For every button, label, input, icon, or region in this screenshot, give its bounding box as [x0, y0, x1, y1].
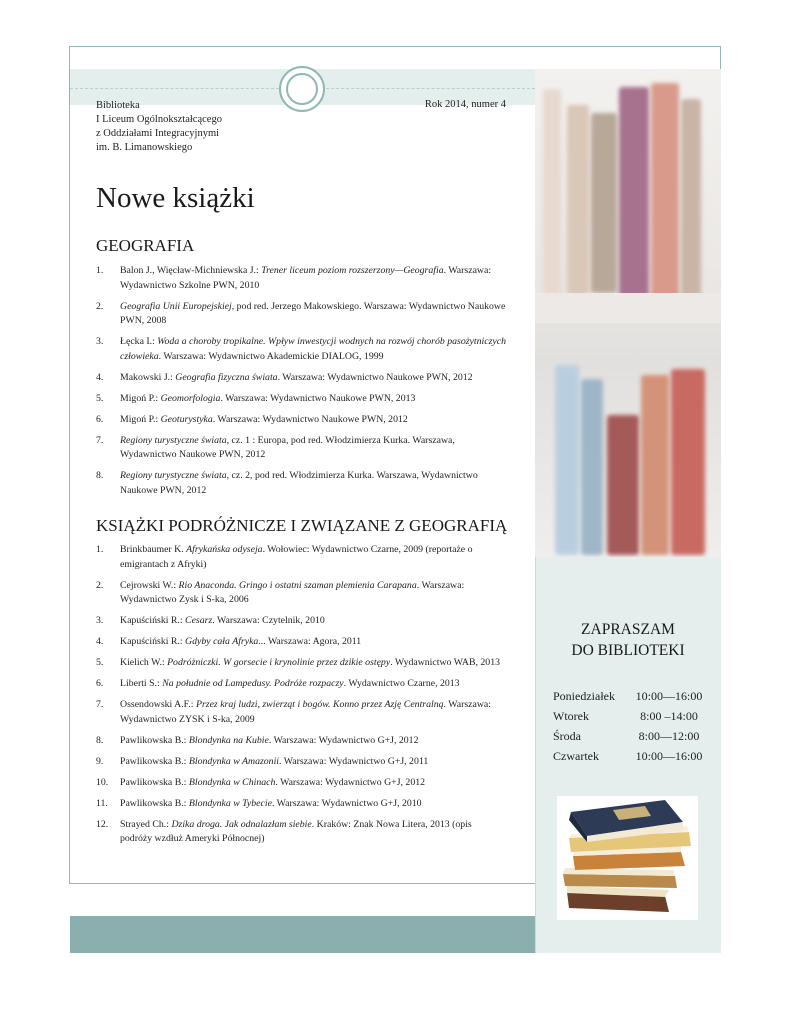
entry-title: Blondynka na Kubie — [188, 734, 269, 746]
book-entry — [96, 776, 506, 791]
entry-author: Łęcka I.: — [120, 336, 158, 347]
hours-row — [553, 746, 705, 766]
entry-author: Migoń P.: — [120, 392, 161, 404]
book-entry — [96, 300, 506, 329]
entry-author: Pawlikowska B.: — [120, 776, 189, 788]
book-list-travel — [96, 543, 506, 853]
library-name-line: z Oddziałami Integracyjnymi — [96, 128, 220, 139]
entry-title: Na południe od Lampedusy. Podróże rozpaczy — [162, 678, 344, 689]
entry-author: Kapuściński R.: — [120, 636, 186, 647]
entry-number: 12. — [96, 818, 109, 830]
entry-publication: . Kraków: Znak Nowa Litera, 2013 (opis podróży wzdłuż Ameryki Północnej) — [120, 818, 472, 844]
entry-publication: . Warszawa: Wydawnictwo G+J, 2011 — [279, 755, 429, 767]
entry-number: 5. — [96, 657, 104, 668]
entry-title: Regiony turystyczne świata — [120, 470, 227, 481]
entry-title: Dzika droga. Jak odnalazłam siebie — [171, 818, 312, 830]
entry-publication: . Warszawa: Wydawnictwo ZYSK i S-ka, 2009 — [120, 699, 491, 725]
entry-author: Kielich W.: — [120, 657, 168, 668]
entry-author: Liberti S.: — [120, 678, 163, 689]
entry-number: 7. — [96, 434, 104, 446]
entry-title: Geomorfologia — [160, 392, 221, 404]
hours-time: 8:00—12:00 — [638, 729, 700, 743]
entry-author: Balon J., Więcław-Michniewska J.: — [120, 265, 262, 276]
entry-author: Kapuściński R.: — [120, 615, 186, 626]
entry-number: 3. — [96, 615, 104, 626]
entry-number: 3. — [96, 336, 104, 347]
entry-publication: . Warszawa: Wydawnictwo Akademickie DIALOG, 1999 — [158, 350, 384, 362]
entry-publication: . Wydawnictwo Czarne, 2013 — [343, 678, 460, 689]
entry-publication: . Warszawa: Wydawnictwo Zysk i S-ka, 2006 — [120, 579, 465, 605]
entry-title: Blondynka w Tybecie — [188, 797, 272, 809]
book-entry — [96, 677, 506, 692]
entry-author: Pawlikowska B.: — [120, 734, 189, 746]
entry-number: 4. — [96, 636, 104, 647]
entry-publication: . Warszawa: Wydawnictwo G+J, 2012 — [275, 776, 426, 788]
entry-title: Regiony turystyczne świata — [120, 434, 227, 446]
invitation-heading — [535, 619, 721, 661]
book-stack-photo — [557, 796, 698, 920]
entry-publication: , cz. 2, pod red. Włodzimierza Kurka. Warszawa, Wydawnictwo Naukowe PWN, 2012 — [120, 470, 478, 496]
entry-publication: . Warszawa: Wydawnictwo Szkolne PWN, 2010 — [120, 265, 492, 291]
entry-number: 6. — [96, 678, 104, 689]
hours-time: 10:00—16:00 — [635, 749, 703, 763]
hours-row — [553, 726, 705, 746]
entry-author: Makowski J.: — [120, 371, 176, 383]
book-entry — [96, 797, 506, 812]
book-entry — [96, 656, 506, 671]
entry-title: Rio Anaconda. Gringo i ostatni szaman plemienia Carapana — [178, 579, 417, 591]
book-entry — [96, 371, 506, 386]
entry-author: Strayed Ch.: — [120, 818, 172, 830]
opening-hours — [553, 686, 705, 766]
entry-number: 2. — [96, 579, 104, 591]
entry-title: Gdyby cała Afryka — [185, 636, 259, 647]
book-entry — [96, 434, 506, 463]
hours-time: 10:00—16:00 — [635, 689, 703, 703]
book-entry — [96, 818, 506, 847]
hours-day: Wtorek — [553, 709, 589, 723]
entry-number: 6. — [96, 413, 104, 425]
entry-number: 4. — [96, 371, 104, 383]
entry-publication: . Warszawa: Wydawnictwo Naukowe PWN, 2013 — [220, 392, 416, 404]
entry-title: Afrykańska odyseja — [186, 544, 263, 555]
entry-title: Trener liceum poziom rozszerzony—Geografia — [261, 265, 444, 276]
entry-publication: . Warszawa: Wydawnictwo G+J, 2010 — [271, 797, 422, 809]
entry-publication: , pod red. Jerzego Makowskiego. Warszawa: Wydawnictwo Naukowe PWN, 2008 — [120, 300, 506, 326]
entry-number: 10. — [96, 776, 109, 788]
entry-author: Pawlikowska B.: — [120, 797, 189, 809]
invitation-line: DO BIBLIOTEKI — [571, 642, 685, 659]
book-entry — [96, 543, 506, 572]
book-entry — [96, 755, 506, 770]
entry-author: Ossendowski A.F.: — [120, 699, 196, 710]
entry-number: 8. — [96, 734, 104, 746]
entry-publication: , cz. 1 : Europa, pod red. Włodzimierza Kurka. Warszawa, Wydawnictwo Naukowe PWN, 2012 — [120, 434, 455, 460]
entry-publication: . Wydawnictwo WAB, 2013 — [390, 657, 500, 668]
entry-publication: . Warszawa: Wydawnictwo Naukowe PWN, 2012 — [212, 413, 408, 425]
circle-ornament-icon — [279, 66, 325, 112]
book-entry — [96, 335, 506, 364]
hours-row — [553, 686, 705, 706]
entry-publication: ... Warszawa: Agora, 2011 — [258, 636, 362, 647]
entry-title: Woda a choroby tropikalne. Wpływ inwestycji wodnych na rozwój chorób pasożytniczych człowieka — [120, 336, 507, 362]
entry-author: Migoń P.: — [120, 413, 161, 425]
hours-row — [553, 706, 705, 726]
entry-title: Geoturystyka — [160, 413, 213, 425]
library-name-line: I Liceum Ogólnokształcącego — [96, 114, 222, 125]
entry-publication: . Wołowiec: Wydawnictwo Czarne, 2009 (reportaże o emigrantach z Afryki) — [120, 544, 473, 570]
entry-number: 8. — [96, 470, 104, 481]
entry-number: 2. — [96, 300, 104, 312]
book-entry — [96, 413, 506, 428]
entry-number: 11. — [96, 797, 108, 809]
book-entry — [96, 614, 506, 629]
entry-title: Geografia Unii Europejskiej — [120, 300, 232, 312]
book-entry — [96, 579, 506, 608]
book-entry — [96, 698, 506, 727]
library-name — [96, 99, 222, 155]
entry-author: Cejrowski W.: — [120, 579, 179, 591]
entry-author: Brinkbaumer K. — [120, 544, 187, 555]
footer-band — [70, 916, 535, 953]
hours-time: 8:00 –14:00 — [640, 709, 698, 723]
entry-number: 5. — [96, 392, 104, 404]
entry-publication: . Warszawa: Czytelnik, 2010 — [212, 615, 325, 626]
entry-title: Przez kraj ludzi, zwierząt i bogów. Konno przez Azję Centralną — [195, 699, 444, 710]
hours-day: Poniedziałek — [553, 689, 615, 703]
entry-number: 7. — [96, 699, 104, 710]
entry-title: Blondynka w Amazonii — [188, 755, 280, 767]
issue-label: Rok 2014, numer 4 — [424, 99, 506, 110]
entry-title: Cesarz — [185, 615, 213, 626]
hours-day: Czwartek — [553, 749, 599, 763]
section-heading-geografia: GEOGRAFIA — [96, 236, 195, 255]
bookshelf-photo — [535, 69, 721, 557]
entry-title: Geografia fizyczna świata — [175, 371, 278, 383]
library-name-line: Biblioteka — [96, 100, 140, 111]
entry-author: Pawlikowska B.: — [120, 755, 189, 767]
entry-title: Blondynka w Chinach — [188, 776, 276, 788]
book-entry — [96, 264, 506, 293]
library-name-line: im. B. Limanowskiego — [96, 142, 193, 153]
page-title: Nowe książki — [96, 182, 255, 214]
book-list-geografia — [96, 264, 506, 505]
section-heading-travel: KSIĄŻKI PODRÓŻNICZE I ZWIĄZANE Z GEOGRAFIĄ — [96, 516, 508, 535]
entry-publication: . Warszawa: Wydawnictwo Naukowe PWN, 2012 — [277, 371, 473, 383]
book-entry — [96, 635, 506, 650]
book-entry — [96, 734, 506, 749]
book-entry — [96, 469, 506, 498]
entry-number: 9. — [96, 755, 104, 767]
entry-publication: . Warszawa: Wydawnictwo G+J, 2012 — [268, 734, 419, 746]
book-entry — [96, 392, 506, 407]
entry-title: Podróżniczki. W gorsecie i krynolinie przez dzikie ostępy — [167, 657, 391, 668]
invitation-line: ZAPRASZAM — [581, 621, 675, 638]
hours-day: Środa — [553, 729, 581, 743]
entry-number: 1. — [96, 544, 104, 555]
entry-number: 1. — [96, 265, 104, 276]
